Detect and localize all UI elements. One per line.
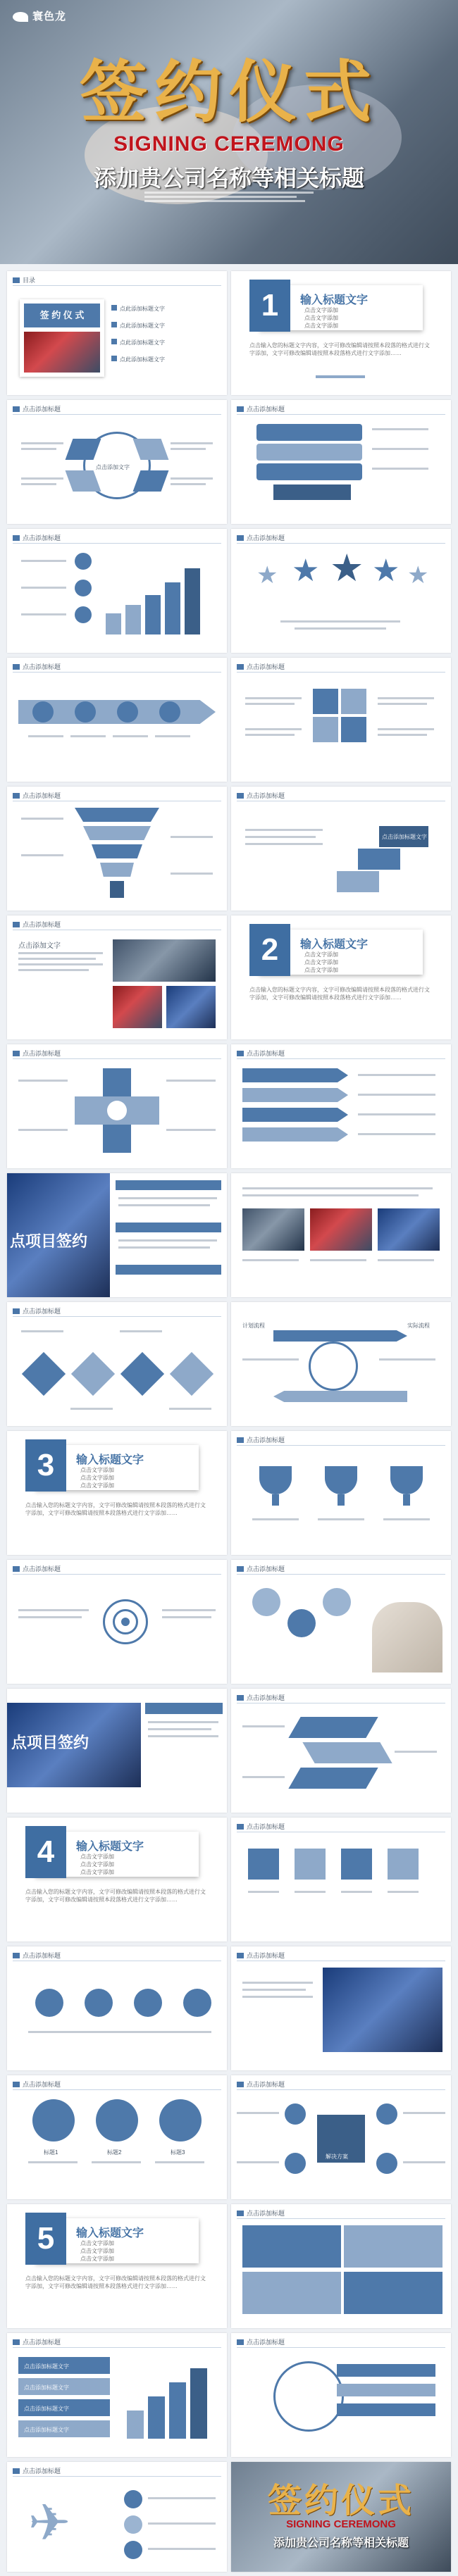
section-title: 输入标题文字	[300, 294, 369, 306]
plane-icon: ✈	[28, 2495, 71, 2551]
title-circles-slide: 点击添加标题 标题1 标题2 标题3	[7, 2075, 227, 2199]
trophy-icon	[390, 1466, 423, 1494]
cross-slide: 点击添加标题	[7, 1044, 227, 1168]
cover-logo: 寰色龙	[13, 8, 66, 23]
section-2-slide	[231, 915, 451, 1039]
zigzag-slide: 点击添加标题	[231, 1689, 451, 1813]
hand-pointer-slide: 点击添加标题	[231, 1560, 451, 1684]
star-icon: ★	[407, 562, 429, 589]
plan-flow-slide	[231, 1302, 451, 1426]
toc-photo	[24, 332, 100, 373]
trophy-icon	[325, 1466, 357, 1494]
ending-title: 签约仪式	[267, 2481, 414, 2520]
tools-icon	[248, 1849, 279, 1880]
target-slide: 点击添加标题	[7, 1560, 227, 1684]
ending-en-title: SIGNING CEREMONG	[286, 2518, 396, 2530]
section-text: 点击输入您的标题文字内容，文字可修改编辑请按照本段落的格式进行文字添加，文字可修改编辑请按照本段落格式进行文字添加……	[25, 2275, 206, 2289]
chain-slide: 点击添加标题	[231, 658, 451, 782]
photo-panel-slide: 点项目签约	[7, 1173, 227, 1297]
section-title: 输入标题文字	[76, 2227, 144, 2239]
photo	[310, 1208, 372, 1251]
hexagon-slide: 点击添加标题 点击添加文字	[7, 400, 227, 524]
photo-right-slide: 点击添加标题	[231, 1946, 451, 2070]
section-3-slide	[7, 1431, 227, 1555]
plan-label: 计划流程	[242, 1323, 265, 1329]
section-title: 输入标题文字	[76, 1454, 144, 1466]
star-icon: ★	[372, 554, 400, 588]
photo	[113, 986, 162, 1028]
ribbon-circle-slide: 点击添加标题	[231, 2333, 451, 2457]
section-card: 2 输入标题文字 点击文字添加 点击文字添加 点击文字添加	[259, 930, 423, 975]
toc-slide	[7, 271, 227, 395]
cover-slide	[0, 0, 458, 264]
toc-card	[20, 299, 104, 377]
process-arrow-slide: 点击添加标题	[7, 658, 227, 782]
star-icon: ★	[292, 554, 320, 588]
bars-slide: 点击添加标题 点击添加标题文字 点击添加标题文字 点击添加标题文字 点击添加标题文字	[7, 2333, 227, 2457]
ending-slide	[231, 2462, 451, 2572]
growth-slide: 点击添加标题	[7, 529, 227, 653]
section-number: 3	[25, 1439, 66, 1492]
section-4-slide	[7, 1818, 227, 1942]
stars-slide: 点击添加标题 ★ ★ ★ ★ ★	[231, 529, 451, 653]
section-card: 5 输入标题文字 点击文字添加 点击文字添加 点击文字添加	[35, 2218, 199, 2263]
bulb-icon	[388, 1849, 419, 1880]
photo	[378, 1208, 440, 1251]
photo-signing-slide: 点项目签约	[7, 1689, 227, 1813]
star-icon: ★	[330, 547, 364, 589]
stairs-slide: 点击添加标题 点击添加标题文字	[231, 787, 451, 911]
chart-icon	[295, 1849, 326, 1880]
arrows-slide: 点击添加标题	[231, 1044, 451, 1168]
photo-grid-slide	[231, 1173, 451, 1297]
section-number: 2	[249, 924, 290, 976]
hand-image	[372, 1602, 442, 1672]
section-5-slide	[7, 2204, 227, 2328]
toc-item-3: 点此添加标题文字	[120, 339, 165, 346]
ending-subtitle: 添加贵公司名称等相关标题	[273, 2537, 409, 2549]
toc-item-1: 点此添加标题文字	[120, 306, 165, 312]
ribbon-list-slide: 点击添加标题	[231, 400, 451, 524]
real-label: 实际流程	[407, 1323, 430, 1329]
section-card: 4 输入标题文字 点击文字添加 点击文字添加 点击文字添加	[35, 1832, 199, 1877]
section-number: 4	[25, 1826, 66, 1878]
trophy-slide: 点击添加标题	[231, 1431, 451, 1555]
circles-icon-slide: 点击添加标题	[7, 1946, 227, 2070]
plane-slide: 点击添加标题 ✈	[7, 2462, 227, 2572]
section-title: 输入标题文字	[300, 939, 369, 951]
toc-card-title: 签 约 仪 式	[24, 304, 100, 327]
title1-label: 标题1	[44, 2149, 58, 2156]
solution-label: 解决方案	[326, 2153, 348, 2160]
icon-grid-slide: 点击添加标题	[231, 1818, 451, 1942]
toc-item-2: 点此添加标题文字	[120, 323, 165, 329]
toc-item-4: 点此添加标题文字	[120, 356, 165, 363]
slide-header: 目录	[13, 275, 35, 285]
section-number: 5	[25, 2213, 66, 2265]
quad-grid-slide: 点击添加标题	[231, 2204, 451, 2328]
section-card: 1 输入标题文字 点击文字添加 点击文字添加 点击文字添加	[259, 285, 423, 330]
spiral-slide: 点击添加标题	[7, 787, 227, 911]
cover-en-title: SIGNING CEREMONG	[113, 132, 345, 156]
photo	[113, 939, 216, 982]
solution-slide: 点击添加标题 解决方案	[231, 2075, 451, 2199]
section-text: 点击输入您的标题文字内容，文字可修改编辑请按照本段落的格式进行文字添加，文字可修改编辑请按照本段落格式进行文字添加……	[25, 1889, 206, 1903]
section-number: 1	[249, 280, 290, 332]
diamonds-slide: 点击添加标题	[7, 1302, 227, 1426]
title2-label: 标题2	[107, 2149, 122, 2156]
title3-label: 标题3	[171, 2149, 185, 2156]
photo-text-slide: 点击添加标题 点击添加文字	[7, 915, 227, 1039]
cover-subtitle: 添加贵公司名称等相关标题	[93, 165, 364, 191]
section-title: 输入标题文字	[76, 1841, 144, 1853]
star-icon: ★	[256, 562, 278, 589]
section-1-slide	[231, 271, 451, 395]
trophy-icon	[259, 1466, 292, 1494]
section-text: 点击输入您的标题文字内容，文字可修改编辑请按照本段落的格式进行文字添加，文字可修改编辑请按照本段落格式进行文字添加……	[249, 987, 430, 1001]
section-text: 点击输入您的标题文字内容，文字可修改编辑请按照本段落的格式进行文字添加，文字可修改编辑请按照本段落格式进行文字添加……	[249, 342, 430, 356]
mail-icon	[341, 1849, 372, 1880]
photo	[323, 1968, 442, 2052]
photo	[242, 1208, 304, 1251]
chameleon-logo-icon	[13, 12, 28, 22]
section-card: 3 输入标题文字 点击文字添加 点击文字添加 点击文字添加	[35, 1445, 199, 1490]
cover-title: 签约仪式	[80, 52, 378, 132]
section-text: 点击输入您的标题文字内容，文字可修改编辑请按照本段落的格式进行文字添加，文字可修改编辑请按照本段落格式进行文字添加……	[25, 1502, 206, 1516]
cover-small-text-lines	[144, 192, 314, 204]
photo	[166, 986, 216, 1028]
